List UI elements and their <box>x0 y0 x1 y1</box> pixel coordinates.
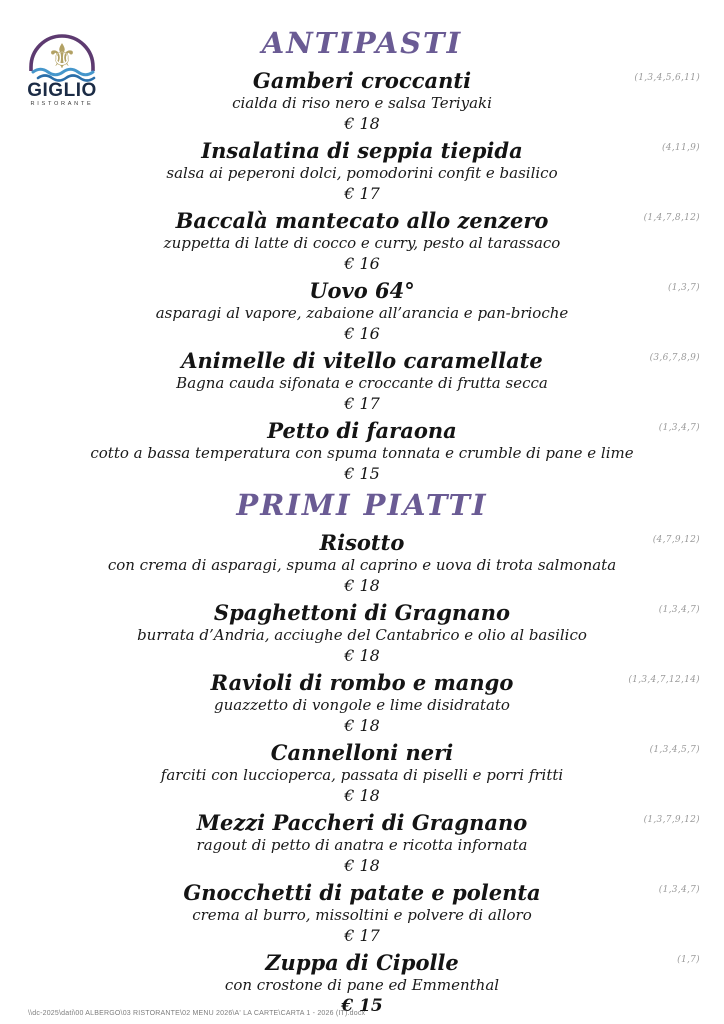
dish-description: con crema di asparagi, spuma al caprino e uova di trota salmonata <box>107 556 617 574</box>
dish-list <box>26 530 698 1017</box>
dish-name: Animelle di vitello caramellate <box>181 348 543 373</box>
dish-description: cotto a bassa temperatura con spuma tonnata e crumble di pane e lime <box>90 444 634 462</box>
dish-entry <box>26 138 698 205</box>
allergen-codes: (1,3,7) <box>667 283 700 293</box>
dish-price: € 18 <box>344 576 380 595</box>
dish-entry <box>26 278 698 345</box>
dish-entry <box>26 740 698 807</box>
dish-description: salsa ai peperoni dolci, pomodorini confit e basilico <box>166 164 558 182</box>
allergen-codes: (1,3,4,7,12,14) <box>628 675 700 685</box>
dish-price: € 18 <box>344 716 380 735</box>
footer-file-path: \\dc-2025\dati\00 ALBERGO\03 RISTORANTE\02 MENU 2026\A' LA CARTE\CARTA 1 - 2026 (IT).docx <box>28 1010 366 1017</box>
dish-description: farciti con luccioperca, passata di piselli e porri fritti <box>160 766 564 784</box>
dish-name: Zuppa di Cipolle <box>265 950 459 975</box>
dish-price: € 18 <box>344 646 380 665</box>
dish-name: Mezzi Paccheri di Gragnano <box>196 810 528 835</box>
dish-price: € 18 <box>344 786 380 805</box>
allergen-codes: (3,6,7,8,9) <box>649 353 700 363</box>
dish-name: Gamberi croccanti <box>252 68 472 93</box>
dish-price: € 18 <box>344 856 380 875</box>
dish-description: con crostone di pane ed Emmenthal <box>224 976 500 994</box>
allergen-codes: (4,7,9,12) <box>652 535 700 545</box>
dish-description: zuppetta di latte di cocco e curry, pesto al tarassaco <box>163 234 561 252</box>
dish-entry <box>26 348 698 415</box>
dish-price: € 16 <box>344 254 380 273</box>
dish-name: Insalatina di seppia tiepida <box>201 138 523 163</box>
dish-price: € 17 <box>344 394 380 413</box>
allergen-codes: (1,3,4,7) <box>658 423 700 433</box>
allergen-codes: (1,3,4,5,6,11) <box>634 73 700 83</box>
dish-entry <box>26 418 698 485</box>
section-title: PRIMI PIATTI <box>236 488 488 522</box>
dish-name: Petto di faraona <box>267 418 457 443</box>
dish-entry <box>26 68 698 135</box>
dish-price: € 17 <box>344 926 380 945</box>
logo-subtitle: RISTORANTE <box>30 101 94 107</box>
dish-description: Bagna cauda sifonata e croccante di frutta secca <box>176 374 548 392</box>
dish-entry <box>26 530 698 597</box>
allergen-codes: (1,3,7,9,12) <box>643 815 700 825</box>
dish-price: € 15 <box>341 996 383 1016</box>
dish-name: Risotto <box>319 530 405 555</box>
dish-entry <box>26 950 698 1017</box>
dish-description: guazzetto di vongole e lime disidratato <box>214 696 510 714</box>
section-title: ANTIPASTI <box>261 26 463 60</box>
dish-description: ragout di petto di anatra e ricotta infornata <box>196 836 528 854</box>
dish-description: cialda di riso nero e salsa Teriyaki <box>232 94 492 112</box>
dish-name: Ravioli di rombo e mango <box>210 670 514 695</box>
dish-entry <box>26 880 698 947</box>
dish-description: crema al burro, missoltini e polvere di alloro <box>192 906 532 924</box>
allergen-codes: (4,11,9) <box>661 143 700 153</box>
dish-price: € 18 <box>344 114 380 133</box>
allergen-codes: (1,4,7,8,12) <box>643 213 700 223</box>
dish-entry <box>26 600 698 667</box>
menu-section <box>26 26 698 485</box>
dish-name: Cannelloni neri <box>270 740 454 765</box>
menu-section <box>26 488 698 1017</box>
menu-content <box>26 0 698 1017</box>
dish-description: asparagi al vapore, zabaione all’arancia e pan-brioche <box>155 304 569 322</box>
dish-name: Uovo 64° <box>309 278 415 303</box>
dish-name: Gnocchetti di patate e polenta <box>183 880 541 905</box>
dish-entry <box>26 670 698 737</box>
logo-wordmark: GIGLIO <box>27 80 97 101</box>
dish-price: € 16 <box>344 324 380 343</box>
dish-list <box>26 68 698 485</box>
dish-price: € 17 <box>344 184 380 203</box>
fleur-de-lis-icon: ⚜ <box>46 37 78 77</box>
allergen-codes: (1,3,4,7) <box>658 885 700 895</box>
dish-entry <box>26 208 698 275</box>
dish-name: Baccalà mantecato allo zenzero <box>175 208 549 233</box>
dish-entry <box>26 810 698 877</box>
allergen-codes: (1,3,4,5,7) <box>649 745 700 755</box>
allergen-codes: (1,7) <box>677 955 700 965</box>
allergen-codes: (1,3,4,7) <box>658 605 700 615</box>
dish-name: Spaghettoni di Gragnano <box>213 600 511 625</box>
dish-price: € 15 <box>344 464 380 483</box>
dish-description: burrata d’Andria, acciughe del Cantabrico e olio al basilico <box>137 626 587 644</box>
